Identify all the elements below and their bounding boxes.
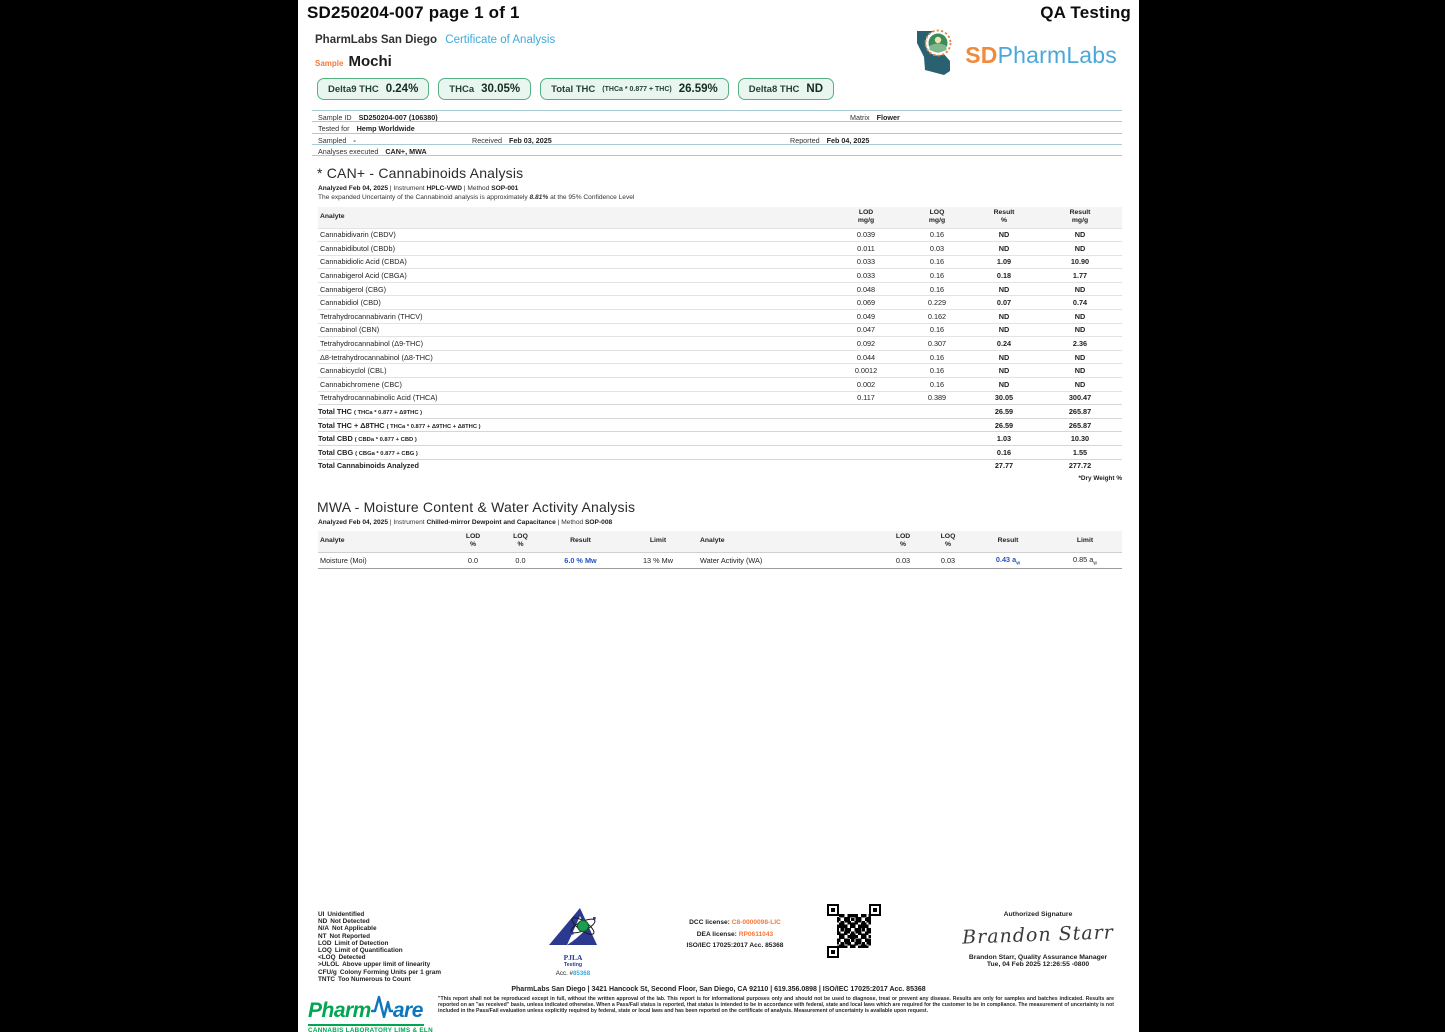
summary-pill — [738, 78, 834, 100]
analyte-loq: 0.16 — [904, 350, 970, 364]
dcc-license: DCC license: C8-0000098-LIC — [689, 919, 781, 926]
analyte-name: Cannabidiolic Acid (CBDA) — [318, 255, 828, 269]
total-name: Total CBG — [318, 447, 354, 457]
pill-label: Delta9 THC — [328, 83, 379, 95]
analyte-row — [318, 269, 1122, 283]
pjla-accreditation-icon — [545, 934, 601, 951]
analyte-result-mg: ND — [1038, 242, 1122, 256]
pill-value: ND — [806, 83, 824, 95]
total-result-mg: 10.30 — [1038, 432, 1122, 446]
analyte-result-pct: ND — [970, 323, 1038, 337]
analyte-lod: 0.033 — [828, 269, 904, 283]
col-loq: LOQ % — [498, 531, 543, 552]
analyte-loq: 0.307 — [904, 337, 970, 351]
col-result: Result — [968, 531, 1048, 552]
analyte-name: Cannabidivarin (CBDV) — [318, 228, 828, 242]
pharmware-subtitle: CANNABIS LABORATORY LIMS & ELN — [308, 1027, 433, 1032]
disclaimer-text: "This report shall not be reproduced except in full, without the written approval of the lab. This report is for informational purposes only and should not be used to diagnose, treat or prevent any disease. Results are only for samples and batches indicated. Results are reported on an "as received" basis, unless indicated otherwise. When a Pass/Fail status is reported, that status is intended to be in accordance with federal, state and local laws which are required for the customer to be in compliance. The measurement of uncertainty is not included in the Pass/Fail evaluation unless explicitly required by federal, state or local laws and has been reported on the certificate of analysis. Measurement of uncertainty is available upon request. — [438, 996, 1114, 1015]
col-loq: LOQ % — [928, 531, 968, 552]
moisture-lod: 0.0 — [448, 552, 498, 569]
analyte-lod: 0.117 — [828, 391, 904, 405]
col-lod: LOD % — [448, 531, 498, 552]
cannabinoids-table — [318, 207, 1122, 472]
pjla-accreditation — [541, 905, 605, 977]
analyte-result-pct: ND — [970, 364, 1038, 378]
analyte-loq: 0.16 — [904, 255, 970, 269]
legend-line — [318, 925, 441, 932]
total-name: Total THC + Δ8THC — [318, 420, 385, 430]
signature-heading: Authorized Signature — [1003, 911, 1073, 918]
tested-for-value: Hemp Worldwide — [356, 124, 415, 134]
summary-pill — [317, 78, 429, 100]
water-activity-result: 0.43 $a_w$ — [968, 552, 1048, 569]
legend-line — [318, 969, 441, 976]
dry-weight-note: *Dry Weight % — [1078, 475, 1122, 483]
total-formula: ( CBGa * 0.877 + CBG ) — [355, 450, 418, 457]
analyte-row — [318, 350, 1122, 364]
moisture-table-header — [318, 531, 1122, 552]
legend-text: Detected — [338, 954, 366, 962]
analyte-lod: 0.0012 — [828, 364, 904, 378]
signature-block — [958, 911, 1118, 968]
legend-line — [318, 918, 441, 925]
method-label: Method — [561, 519, 584, 527]
legend-abbr: N/A — [318, 925, 330, 933]
total-result-mg: 265.87 — [1038, 418, 1122, 432]
total-name-cell — [318, 432, 828, 446]
analyte-name: Cannabigerol Acid (CBGA) — [318, 269, 828, 283]
col-analyte: Analyte — [318, 531, 448, 552]
moisture-result: 6.0 % Mw — [543, 552, 618, 569]
analyte-loq: 0.16 — [904, 228, 970, 242]
pill-label: Delta8 THC — [748, 83, 800, 95]
abbreviation-legend — [318, 911, 441, 983]
reported-label: Reported — [790, 135, 820, 145]
analyte-result-mg: ND — [1038, 364, 1122, 378]
legend-abbr: >ULOL — [318, 961, 340, 969]
sdpharmlabs-logo-icon — [911, 28, 961, 83]
doc-type-label: Certificate of Analysis — [445, 34, 556, 46]
analyte-name: Cannabichromene (CBC) — [318, 378, 828, 392]
analyses-row — [312, 144, 1122, 156]
analyte-name: Tetrahydrocannabinolic Acid (THCA) — [318, 391, 828, 405]
method-value: SOP-001 — [491, 185, 519, 193]
legend-abbr: <LOQ — [318, 954, 336, 962]
pharmware-wordmark — [308, 994, 424, 1026]
pill-value: 0.24% — [385, 83, 419, 95]
water-activity-loq: 0.03 — [928, 552, 968, 569]
analyte-loq: 0.16 — [904, 282, 970, 296]
total-name: Total Cannabinoids Analyzed — [318, 461, 419, 471]
analyzed-label: Analyzed — [318, 185, 347, 193]
separator: | — [389, 185, 392, 193]
col-result: Result — [543, 531, 618, 552]
legend-text: Not Reported — [329, 932, 371, 940]
analyte-name: Cannabidiol (CBD) — [318, 296, 828, 310]
pjla-name: PJLA — [563, 953, 583, 962]
total-formula: ( THCa * 0.877 + Δ9THC ) — [353, 410, 423, 417]
license-block — [674, 919, 796, 954]
analyte-result-pct: 0.24 — [970, 337, 1038, 351]
analyte-result-mg: ND — [1038, 323, 1122, 337]
analyte-name: Δ8-tetrahydrocannabinol (Δ8-THC) — [318, 350, 828, 364]
col-analyte: Analyte — [698, 531, 878, 552]
col-loq: LOQ mg/g — [904, 207, 970, 228]
total-result-mg: 1.55 — [1038, 446, 1122, 460]
matrix-value: Flower — [876, 113, 900, 122]
iso-accreditation: ISO/IEC 17025:2017 Acc. 85368 — [686, 942, 784, 949]
pjla-sub: Testing — [563, 962, 583, 968]
analyte-row — [318, 255, 1122, 269]
pill-formula: (THCa * 0.877 + THC) — [602, 85, 672, 93]
separator: | — [389, 519, 392, 527]
col-analyte: Analyte — [318, 207, 828, 228]
analyte-row — [318, 228, 1122, 242]
cannabinoids-meta — [318, 185, 1139, 192]
analyte-lod: 0.011 — [828, 242, 904, 256]
analyte-result-mg: ND — [1038, 282, 1122, 296]
qr-code — [827, 904, 881, 958]
analyte-loq: 0.389 — [904, 391, 970, 405]
received-value: Feb 03, 2025 — [508, 135, 552, 145]
instrument-value: Chilled-mirror Dewpoint and Capacitance — [426, 519, 556, 527]
analyte-name: Cannabicyclol (CBL) — [318, 364, 828, 378]
total-name: Total CBD — [318, 434, 353, 444]
lab-name: PharmLabs San Diego — [315, 34, 438, 46]
analyte-row — [318, 337, 1122, 351]
legend-abbr: CFU/g — [318, 968, 337, 976]
analyte-lod: 0.048 — [828, 282, 904, 296]
sampled-value: - — [353, 135, 356, 145]
signature-script: Brandon Starr — [961, 921, 1115, 949]
cannabinoids-section-title: * CAN+ - Cannabinoids Analysis — [317, 165, 524, 182]
total-result-pct: 26.59 — [970, 405, 1038, 419]
analyte-row — [318, 242, 1122, 256]
instrument-label: Instrument — [393, 519, 425, 527]
col-limit: Limit — [618, 531, 698, 552]
total-name-cell — [318, 446, 828, 460]
legend-line — [318, 976, 441, 983]
cannabinoids-table-header — [318, 207, 1122, 228]
total-result-pct: 26.59 — [970, 418, 1038, 432]
pharmware-pharm: Pharm — [308, 999, 371, 1022]
pill-value: 26.59% — [678, 83, 718, 95]
uncertainty-note — [318, 194, 1139, 201]
analyte-result-pct: 0.18 — [970, 269, 1038, 283]
pill-value: 30.05% — [481, 83, 521, 95]
analyte-result-mg: ND — [1038, 310, 1122, 324]
sample-info-table — [312, 110, 1122, 156]
separator: | — [463, 185, 466, 193]
total-result-pct: 0.16 — [970, 446, 1038, 460]
summary-pill — [540, 78, 729, 100]
instrument-label: Instrument — [393, 185, 425, 193]
analyte-row — [318, 378, 1122, 392]
analyte-loq: 0.16 — [904, 364, 970, 378]
analyte-lod: 0.092 — [828, 337, 904, 351]
tested-for-row — [312, 121, 1122, 132]
analyte-row — [318, 282, 1122, 296]
analyte-loq: 0.16 — [904, 269, 970, 283]
total-name-cell — [318, 459, 828, 472]
method-label: Method — [467, 185, 490, 193]
analyte-result-pct: ND — [970, 242, 1038, 256]
separator: | — [557, 519, 560, 527]
total-formula: ( THCa * 0.877 + Δ9THC + Δ8THC ) — [386, 423, 481, 430]
analyzed-date: Feb 04, 2025 — [348, 185, 389, 193]
legend-line — [318, 961, 441, 968]
analyte-name: Tetrahydrocannabivarin (THCV) — [318, 310, 828, 324]
analyte-row — [318, 296, 1122, 310]
analyte-loq: 0.03 — [904, 242, 970, 256]
analyte-loq: 0.16 — [904, 378, 970, 392]
analyzed-date: Feb 04, 2025 — [348, 519, 389, 527]
legend-line — [318, 933, 441, 940]
page-title: SD250204-007 page 1 of 1 — [307, 3, 520, 22]
analyte-lod: 0.049 — [828, 310, 904, 324]
analyte-result-mg: 1.77 — [1038, 269, 1122, 283]
moisture-section-title: MWA - Moisture Content & Water Activity Analysis — [317, 499, 636, 516]
pharmware-logo — [308, 994, 433, 1032]
total-result-mg: 277.72 — [1038, 459, 1122, 472]
legend-abbr: UI — [318, 911, 325, 918]
document-header — [298, 0, 1139, 23]
sample-id-label: Sample ID — [318, 113, 352, 122]
signature-datetime: Tue, 04 Feb 2025 12:26:55 -0800 — [986, 961, 1090, 968]
moisture-table — [318, 531, 1122, 569]
analyte-lod: 0.069 — [828, 296, 904, 310]
pulse-wave-icon — [371, 994, 393, 1023]
analyte-result-pct: ND — [970, 378, 1038, 392]
analyte-row — [318, 323, 1122, 337]
col-result-pct: Result % — [970, 207, 1038, 228]
sampled-label: Sampled — [318, 135, 347, 145]
total-row — [318, 459, 1122, 472]
tested-for-label: Tested for — [318, 124, 350, 134]
analyte-lod: 0.047 — [828, 323, 904, 337]
total-result-pct: 27.77 — [970, 459, 1038, 472]
legend-text: Colony Forming Units per 1 gram — [339, 968, 442, 976]
analyte-result-pct: ND — [970, 282, 1038, 296]
analyte-name: Cannabinol (CBN) — [318, 323, 828, 337]
qa-testing-label: QA Testing — [1040, 3, 1131, 22]
certificate-page — [298, 0, 1139, 1032]
legend-text: Too Numerous to Count — [338, 975, 411, 983]
pill-label: THCa — [449, 83, 475, 95]
sample-id-value: SD250204-007 (106380) — [358, 113, 438, 122]
pjla-acc-number: Acc. #85368 — [555, 970, 591, 977]
analyte-result-mg: ND — [1038, 228, 1122, 242]
legend-abbr: TNTC — [318, 975, 336, 983]
moisture-analyte: Moisture (Moi) — [318, 552, 448, 569]
summary-pill — [438, 78, 531, 100]
total-formula: ( CBDa * 0.877 + CBD ) — [354, 437, 417, 444]
qr-finder — [827, 904, 839, 916]
legend-line — [318, 947, 441, 954]
analyte-name: Cannabigerol (CBG) — [318, 282, 828, 296]
total-row — [318, 418, 1122, 432]
signer-name-title: Brandon Starr, Quality Assurance Manager — [968, 954, 1108, 961]
col-lod: LOD mg/g — [828, 207, 904, 228]
brand-text — [965, 42, 1117, 69]
uncertainty-value: 8.81% — [529, 194, 549, 202]
analyte-loq: 0.162 — [904, 310, 970, 324]
water-activity-limit: 0.85 $a_w$ — [1048, 552, 1122, 569]
legend-text: Above upper limit of linearity — [342, 961, 431, 969]
analyte-row — [318, 391, 1122, 405]
analyte-result-pct: ND — [970, 350, 1038, 364]
total-row — [318, 405, 1122, 419]
legend-line — [318, 940, 441, 947]
analyte-lod: 0.039 — [828, 228, 904, 242]
brand-sd: SD — [965, 42, 998, 68]
analyte-result-mg: ND — [1038, 350, 1122, 364]
water-activity-analyte: Water Activity (WA) — [698, 552, 878, 569]
sample-name: Mochi — [348, 53, 392, 70]
analyte-lod: 0.044 — [828, 350, 904, 364]
uncertainty-prefix: The expanded Uncertainty of the Cannabinoid analysis is approximately — [318, 194, 528, 202]
legend-text: Not Applicable — [332, 925, 377, 933]
moisture-row — [318, 552, 1122, 569]
total-result-pct: 1.03 — [970, 432, 1038, 446]
sdpharmlabs-logo — [911, 28, 1117, 83]
analyte-result-mg: 10.90 — [1038, 255, 1122, 269]
legend-abbr: NT — [318, 932, 327, 940]
cannabinoids-rows — [318, 228, 1122, 405]
matrix-label: Matrix — [850, 113, 870, 122]
sample-label: Sample — [315, 59, 344, 68]
analyte-lod: 0.033 — [828, 255, 904, 269]
total-name-cell — [318, 418, 828, 432]
analyte-loq: 0.16 — [904, 323, 970, 337]
qr-finder — [827, 946, 839, 958]
col-limit: Limit — [1048, 531, 1122, 552]
analyte-result-pct: 1.09 — [970, 255, 1038, 269]
analyte-result-mg: 0.74 — [1038, 296, 1122, 310]
analyses-label: Analyses executed — [318, 146, 379, 156]
legend-text: Not Detected — [330, 918, 370, 926]
method-value: SOP-008 — [585, 519, 613, 527]
analyte-lod: 0.002 — [828, 378, 904, 392]
analyses-value: CAN+, MWA — [385, 146, 427, 156]
total-row — [318, 446, 1122, 460]
legend-text: Unidentified — [327, 911, 365, 918]
moisture-limit: 13 % Mw — [618, 552, 698, 569]
instrument-value: HPLC-VWD — [426, 185, 462, 193]
analyte-result-pct: 30.05 — [970, 391, 1038, 405]
analyte-row — [318, 310, 1122, 324]
total-row — [318, 432, 1122, 446]
total-name-cell — [318, 405, 828, 419]
analyte-result-pct: 0.07 — [970, 296, 1038, 310]
sample-id-row — [312, 110, 1122, 121]
legend-text: Limit of Quantification — [334, 947, 403, 955]
legend-abbr: ND — [318, 918, 328, 926]
analyte-result-mg: 300.47 — [1038, 391, 1122, 405]
legend-line — [318, 954, 441, 961]
analyte-result-pct: ND — [970, 228, 1038, 242]
pharmware-ware: are — [392, 999, 423, 1022]
analyte-result-pct: ND — [970, 310, 1038, 324]
qr-finder — [869, 904, 881, 916]
water-activity-lod: 0.03 — [878, 552, 928, 569]
analyzed-label: Analyzed — [318, 519, 347, 527]
analyte-name: Tetrahydrocannabinol (Δ9-THC) — [318, 337, 828, 351]
brand-pharmlabs: PharmLabs — [997, 42, 1117, 68]
analyte-name: Cannabidibutol (CBDb) — [318, 242, 828, 256]
dea-license: DEA license: RP0611043 — [696, 930, 774, 938]
moisture-meta — [318, 519, 1139, 526]
lab-address-line: PharmLabs San Diego | 3421 Hancock St, Second Floor, San Diego, CA 92110 | 619.356.0898 | ISO/IEC 17025:2017 Acc. 85368 — [511, 986, 926, 993]
uncertainty-suffix: at the 95% Confidence Level — [550, 194, 635, 202]
analyte-result-mg: 2.36 — [1038, 337, 1122, 351]
dates-row — [312, 133, 1122, 144]
qr-noise — [837, 914, 871, 948]
legend-line — [318, 911, 441, 918]
total-name: Total THC — [318, 407, 352, 417]
pill-label: Total THC — [551, 83, 596, 95]
legend-abbr: LOQ — [318, 947, 332, 955]
analyte-result-mg: ND — [1038, 378, 1122, 392]
reported-value: Feb 04, 2025 — [826, 135, 870, 145]
col-result-mg: Result mg/g — [1038, 207, 1122, 228]
cannabinoids-totals — [318, 405, 1122, 472]
legend-abbr: LOD — [318, 939, 332, 947]
analyte-loq: 0.229 — [904, 296, 970, 310]
moisture-loq: 0.0 — [498, 552, 543, 569]
total-result-mg: 265.87 — [1038, 405, 1122, 419]
analyte-row — [318, 364, 1122, 378]
legend-text: Limit of Detection — [334, 939, 389, 947]
col-lod: LOD % — [878, 531, 928, 552]
received-label: Received — [472, 135, 502, 145]
